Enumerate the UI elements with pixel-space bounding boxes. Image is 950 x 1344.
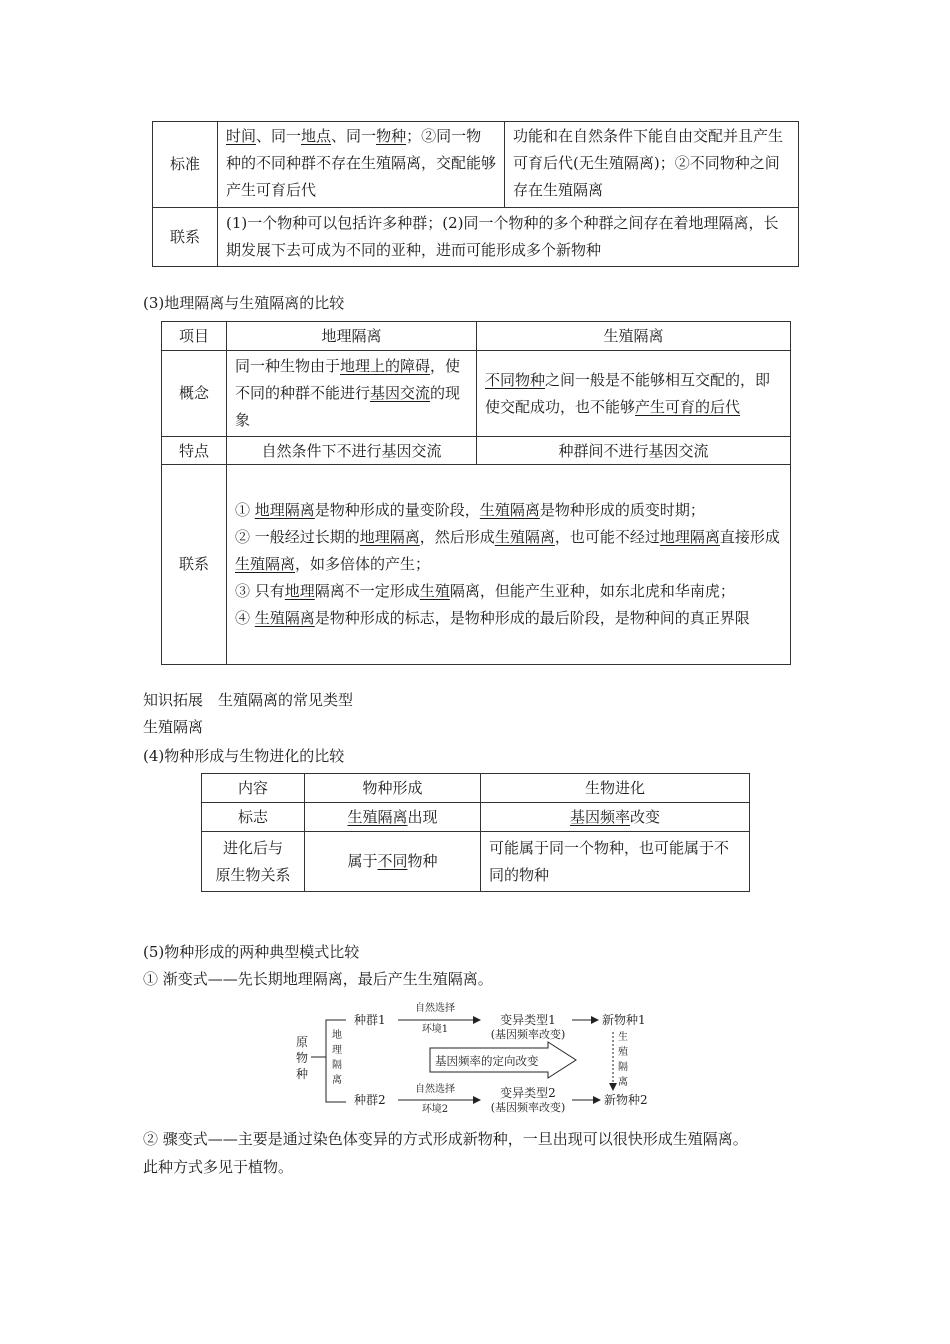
speciation-mark-cell: 生殖隔离出现 bbox=[305, 803, 481, 832]
speciation-relation-cell: 属于不同物种 bbox=[305, 832, 481, 892]
evolution-relation-cell: 可能属于同一个物种，也可能属于不同的物种 bbox=[481, 832, 750, 892]
rep-iso-char-1: 殖 bbox=[618, 1047, 628, 1058]
new-species-1: 新物种1 bbox=[602, 1013, 646, 1027]
rep-iso-char-2: 隔 bbox=[618, 1062, 628, 1073]
extension-title: 知识拓展 生殖隔离的常见类型 bbox=[143, 691, 354, 709]
gradual-mode-text: ① 渐变式——先长期地理隔离，最后产生生殖隔离。 bbox=[143, 970, 493, 988]
link-detail-cell bbox=[227, 465, 791, 665]
new-species-2: 新物种2 bbox=[604, 1093, 648, 1107]
variation-2: 变异类型2 bbox=[500, 1086, 556, 1100]
directional-change-label: 基因频率的定向改变 bbox=[435, 1054, 539, 1068]
geo-iso-char-1: 理 bbox=[332, 1045, 342, 1056]
extension-subtitle: 生殖隔离 bbox=[143, 718, 204, 736]
rep-feature-cell: 种群间不进行基因交流 bbox=[477, 437, 791, 465]
section-5-title: (5)物种形成的两种典型模式比较 bbox=[143, 943, 360, 961]
row-label-mark: 标志 bbox=[202, 803, 305, 832]
row-label-feature: 特点 bbox=[162, 437, 227, 465]
link-point-1: ① 地理隔离是物种形成的量变阶段，生殖隔离是物种形成的质变时期； bbox=[235, 501, 705, 519]
population-1: 种群1 bbox=[354, 1013, 386, 1027]
link-cell: (1)一个物种可以包括许多种群；(2)同一个物种的多个种群之间存在着地理隔离，长期发展下去可成为不同的亚种，进而可能形成多个新物种 bbox=[218, 208, 799, 267]
row-label-link: 联系 bbox=[153, 208, 218, 267]
row-label-link2: 联系 bbox=[162, 465, 227, 665]
isolation-comparison-table bbox=[161, 321, 791, 665]
origin-char-0: 原 bbox=[295, 1035, 309, 1049]
row-label-standard: 标准 bbox=[153, 122, 218, 208]
natural-selection-2: 自然选择 bbox=[415, 1084, 455, 1095]
variation-1-note: (基因频率改变) bbox=[490, 1028, 566, 1041]
environment-1: 环境1 bbox=[421, 1024, 449, 1035]
variation-2-note: (基因频率改变) bbox=[490, 1101, 566, 1114]
sudden-mode-text-2: 此种方式多见于植物。 bbox=[143, 1158, 294, 1176]
environment-2: 环境2 bbox=[421, 1104, 449, 1115]
row-label-concept: 概念 bbox=[162, 351, 227, 437]
header-content: 内容 bbox=[202, 774, 305, 803]
rep-iso-char-3: 离 bbox=[618, 1077, 628, 1088]
link-point-2: ② 一般经过长期的地理隔离，然后形成生殖隔离，也可能不经过地理隔离直接形成生殖隔离，如多倍体的产生； bbox=[235, 528, 780, 573]
section-4-title: (4)物种形成与生物进化的比较 bbox=[143, 747, 345, 765]
speciation-evolution-table bbox=[201, 773, 750, 892]
population-2: 种群2 bbox=[354, 1093, 386, 1107]
header-item: 项目 bbox=[162, 322, 227, 351]
species-population-table bbox=[152, 121, 799, 267]
evolution-mark-cell: 基因频率改变 bbox=[481, 803, 750, 832]
geo-iso-char-2: 隔 bbox=[332, 1060, 342, 1071]
header-evolution: 生物进化 bbox=[481, 774, 750, 803]
geo-iso-char-0: 地 bbox=[332, 1030, 342, 1041]
species-standard-cell: 功能和在自然条件下能自由交配并且产生可育后代(无生殖隔离)；②不同物种之间存在生殖隔离 bbox=[505, 122, 799, 208]
geo-iso-char-3: 离 bbox=[332, 1075, 342, 1086]
header-rep: 生殖隔离 bbox=[477, 322, 791, 351]
header-speciation: 物种形成 bbox=[305, 774, 481, 803]
link-point-4: ④ 生殖隔离是物种形成的标志，是物种形成的最后阶段，是物种间的真正界限 bbox=[235, 609, 750, 627]
rep-iso-char-0: 生 bbox=[618, 1032, 628, 1043]
origin-char-2: 种 bbox=[295, 1067, 309, 1081]
population-standard-cell: 时间、同一地点、同一物种；②同一物种的不同种群不存在生殖隔离，交配能够产生可育后代 bbox=[218, 122, 505, 208]
natural-selection-1: 自然选择 bbox=[415, 1003, 455, 1014]
link-point-3: ③ 只有地理隔离不一定形成生殖隔离，但能产生亚种，如东北虎和华南虎； bbox=[235, 582, 735, 600]
row-label-relation: 进化后与 原生物关系 bbox=[202, 832, 305, 892]
rep-concept-cell: 不同物种之间一般是不能够相互交配的，即使交配成功，也不能够产生可育的后代 bbox=[477, 351, 791, 437]
variation-1: 变异类型1 bbox=[500, 1013, 556, 1027]
section-3-title: (3)地理隔离与生殖隔离的比较 bbox=[143, 294, 345, 312]
sudden-mode-text: ② 骤变式——主要是通过染色体变异的方式形成新物种，一旦出现可以很快形成生殖隔离。 bbox=[143, 1130, 748, 1148]
speciation-diagram bbox=[280, 998, 680, 1120]
geo-concept-cell: 同一种生物由于地理上的障碍，使不同的种群不能进行基因交流的现象 bbox=[227, 351, 477, 437]
origin-char-1: 物 bbox=[295, 1051, 309, 1065]
header-geo: 地理隔离 bbox=[227, 322, 477, 351]
geo-feature-cell: 自然条件下不进行基因交流 bbox=[227, 437, 477, 465]
